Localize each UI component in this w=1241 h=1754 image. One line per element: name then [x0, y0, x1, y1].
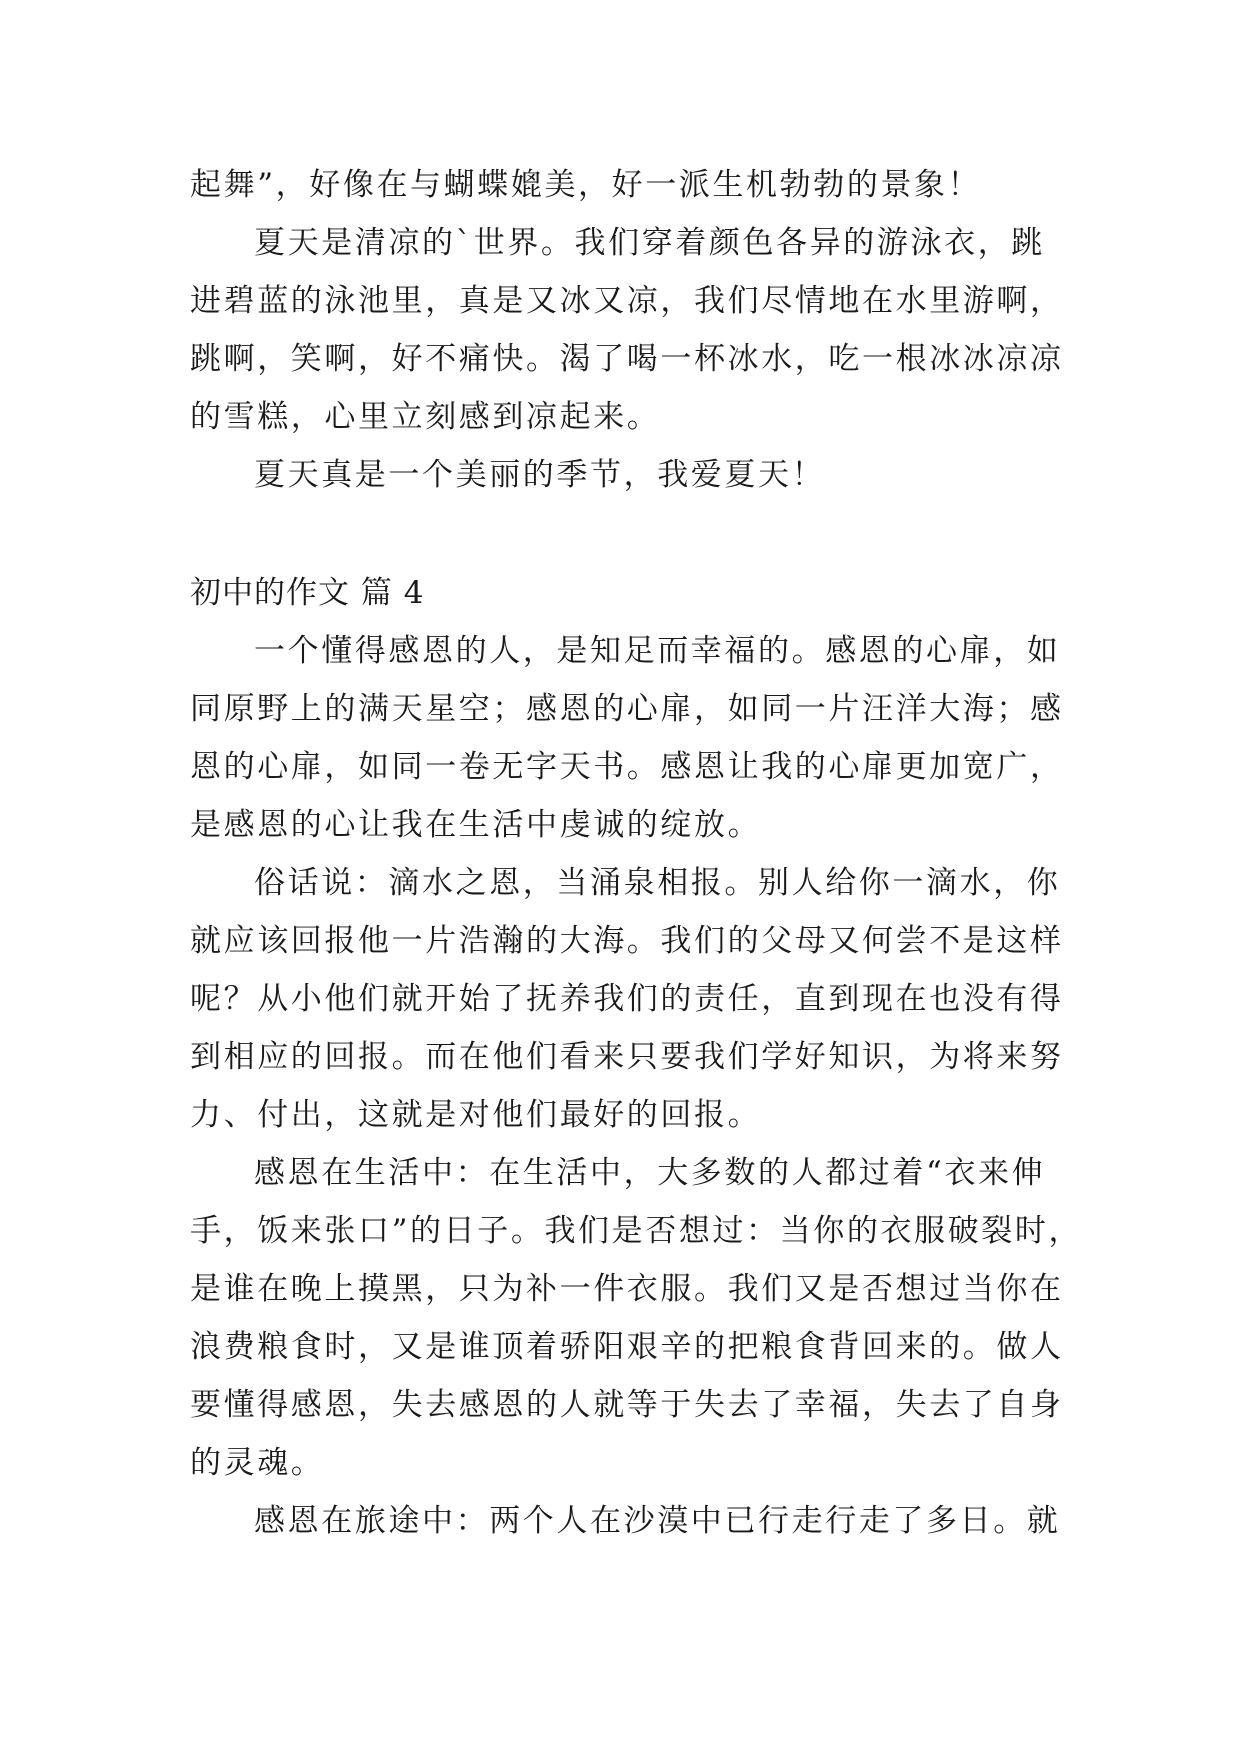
- text-line: 是谁在晚上摸黑，只为补一件衣服。我们又是否想过当你在: [190, 1271, 1064, 1307]
- paragraph-start-line: 感恩在生活中：在生活中，大多数的人都过着“衣来伸: [254, 1155, 1046, 1191]
- text-line: 要懂得感恩，失去感恩的人就等于失去了幸福，失去了自身: [190, 1387, 1064, 1423]
- section-heading: 初中的作文 篇 4: [190, 575, 425, 611]
- text-line: 的灵魂。: [190, 1445, 325, 1481]
- text-line: 呢？从小他们就开始了抚养我们的责任，直到现在也没有得: [190, 981, 1064, 1017]
- text-line: 的雪糕，心里立刻感到凉起来。: [190, 399, 661, 435]
- text-line: 恩的心扉，如同一卷无字天书。感恩让我的心扉更加宽广，: [190, 749, 1064, 785]
- paragraph-start-line: 俗话说：滴水之恩，当涌泉相报。别人给你一滴水，你: [254, 865, 1061, 901]
- text-line: 力、付出，这就是对他们最好的回报。: [190, 1097, 762, 1133]
- text-line: 就应该回报他一片浩瀚的大海。我们的父母又何尝不是这样: [190, 923, 1064, 959]
- text-line: 起舞”，好像在与蝴蝶媲美，好一派生机勃勃的景象！: [190, 167, 982, 203]
- paragraph-start-line: 夏天真是一个美丽的季节，我爱夏天！: [254, 457, 826, 493]
- paragraph-start-line: 夏天是清凉的`世界。我们穿着颜色各异的游泳衣，跳: [254, 225, 1045, 261]
- text-line: 同原野上的满天星空；感恩的心扉，如同一片汪洋大海；感: [190, 691, 1064, 727]
- text-line: 跳啊，笑啊，好不痛快。渴了喝一杯冰水，吃一根冰冰凉凉: [190, 341, 1064, 377]
- paragraph-start-line: 一个懂得感恩的人，是知足而幸福的。感恩的心扉，如: [254, 633, 1061, 669]
- text-line: 进碧蓝的泳池里，真是又冰又凉，我们尽情地在水里游啊，: [190, 283, 1064, 319]
- paragraph-start-line: 感恩在旅途中：两个人在沙漠中已行走行走了多日。就: [254, 1503, 1061, 1539]
- text-line: 浪费粮食时，又是谁顶着骄阳艰辛的把粮食背回来的。做人: [190, 1329, 1064, 1365]
- text-line: 到相应的回报。而在他们看来只要我们学好知识，为将来努: [190, 1039, 1064, 1075]
- text-line: 手，饭来张口”的日子。我们是否想过：当你的衣服破裂时，: [190, 1213, 1083, 1249]
- text-line: 是感恩的心让我在生活中虔诚的绽放。: [190, 807, 762, 843]
